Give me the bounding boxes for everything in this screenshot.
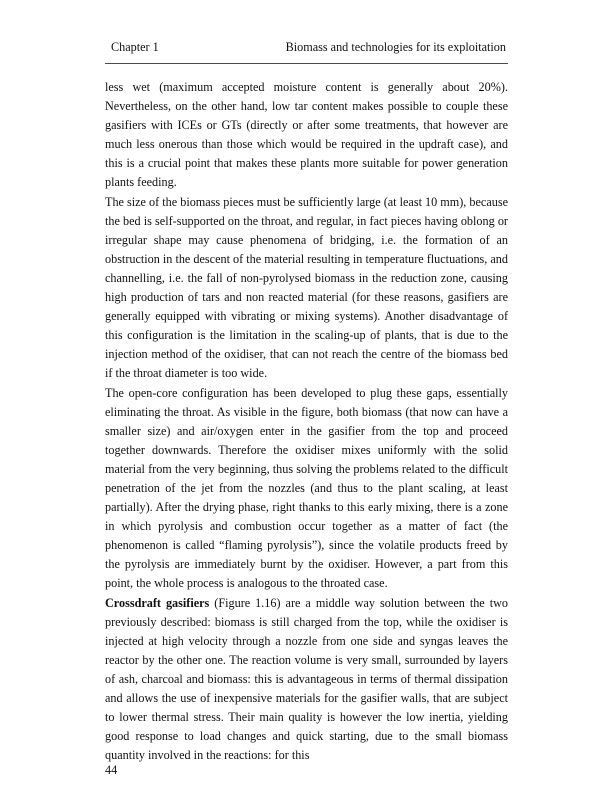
- page-header: [105, 40, 508, 64]
- header-running-title: Biomass and technologies for its exploitation: [285, 40, 506, 54]
- page-number: 44: [105, 763, 118, 777]
- page-footer: [105, 763, 117, 778]
- page-body: [105, 78, 508, 765]
- bold-term-crossdraft-gasifiers: Crossdraft gasifiers: [105, 595, 210, 610]
- paragraph-crossdraft-text: (Figure 1.16) are a middle way solution between the two previously described: biomass is still charged from the top, while the oxidiser is injected at high velocity through a nozzle from one side and syngas leaves the reactor by the other one. The reaction volume is very small, surrounded by layers of ash, charcoal and biomass: this is advantageous in terms of thermal dissipation and allows the use of inexpensive materials for the gasifier walls, that are subject to lower thermal stress. Their main quality is however the low inertia, yielding good response to load changes and quick starting, due to the small biomass quantity involved in the reactions: for this: [105, 595, 508, 763]
- header-chapter-label: Chapter 1: [111, 40, 159, 54]
- paragraph-biomass-size: The size of the biomass pieces must be sufficiently large (at least 10 mm), because the bed is self-supported on the throat, and regular, in fact pieces having oblong or irregular shape may cause phenomena of bridging, i.e. the formation of an obstruction in the descent of the material resulting in temperature fluctuations, and channelling, i.e. the fall of non-pyrolysed biomass in the reduction zone, causing high production of tars and non reacted material (for these reasons, gasifiers are generally equipped with vibrating or mixing systems). Another disadvantage of this configuration is the limitation in the scaling-up of plants, that is due to the injection method of the oxidiser, that can not reach the centre of the biomass bed if the throat diameter is too wide.: [105, 194, 508, 381]
- paragraph-open-core: The open-core configuration has been developed to plug these gaps, essentially eliminating the throat. As visible in the figure, both biomass (that now can have a smaller size) and air/oxygen enter in the gasifier from the top and proceed together downwards. Therefore the oxidiser mixes uniformly with the solid material from the very beginning, thus solving the problems related to the difficult penetration of the jet from the nozzles (and thus to the plant scaling, at least partially). After the drying phase, right thanks to this early mixing, there is a zone in which pyrolysis and combustion occur together as a matter of fact (the phenomenon is called “flaming pyrolysis”), since the volatile products freed by the pyrolysis are immediately burnt by the oxidiser. However, a part from this point, the whole process is analogous to the throated case.: [105, 385, 508, 591]
- paragraph-downdraft-continuation: less wet (maximum accepted moisture content is generally about 20%). Nevertheless, on the other hand, low tar content makes possible to couple these gasifiers with ICEs or GTs (directly or after some treatments, that however are much less onerous than those which would be required in the updraft case), and this is a crucial point that makes these plants more suitable for power generation plants feeding.: [105, 80, 508, 190]
- paragraph-crossdraft: [105, 594, 508, 766]
